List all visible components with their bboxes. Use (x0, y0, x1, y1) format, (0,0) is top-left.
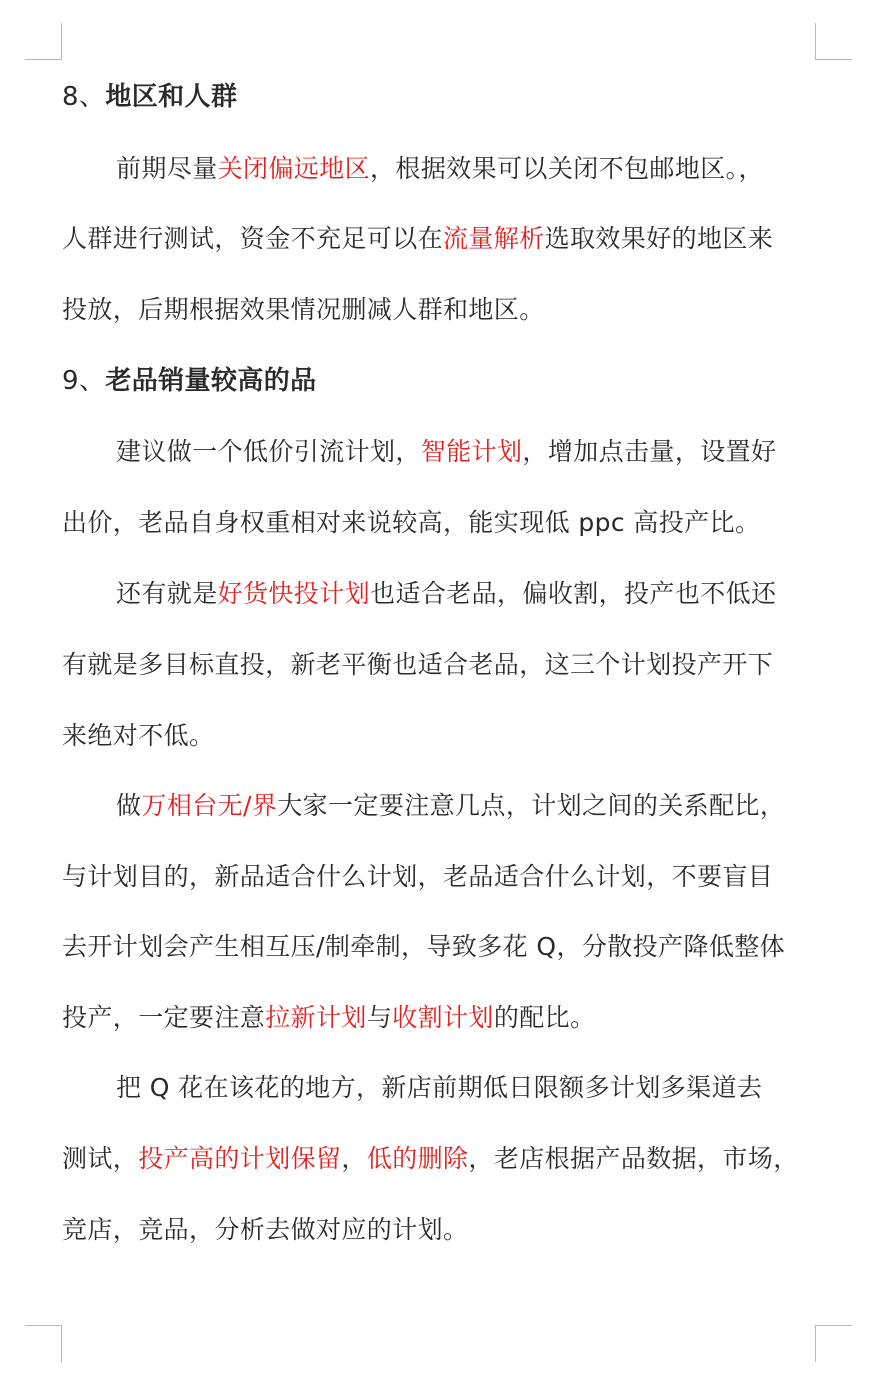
section-9-title: 老品销量较高的品 (105, 366, 317, 396)
text-run: 还有就是 (116, 579, 218, 608)
section-9-heading (62, 364, 317, 398)
text-run: 竞店，竞品，分析去做对应的计划。 (62, 1215, 469, 1244)
paragraph-line (62, 719, 214, 753)
text-run: 有就是多目标直投，新老平衡也适合老品，这三个计划投产开下 (62, 650, 774, 679)
highlighted-text: 投产高的计划保留 (138, 1144, 342, 1173)
section-8-heading (62, 80, 237, 114)
section-8-number: 8、 (62, 82, 106, 112)
text-run: 出价，老品自身权重相对来说较高，能实现低 ppc 高投产比。 (62, 508, 761, 537)
section-8-title: 地区和人群 (105, 82, 238, 112)
text-run: ， (341, 1144, 367, 1173)
text-run: 前期尽量 (116, 154, 218, 183)
highlighted-text: 好货快投计划 (217, 579, 371, 608)
paragraph-line (62, 1142, 799, 1176)
highlighted-text: 低的删除 (366, 1144, 469, 1173)
section-9-number: 9、 (62, 366, 106, 396)
highlighted-text: 万相台无/界 (141, 791, 278, 820)
paragraph-line (62, 860, 773, 894)
paragraph-line (62, 1001, 595, 1035)
highlighted-text: 智能计划 (420, 437, 523, 466)
highlighted-text: 流量解析 (443, 224, 545, 253)
text-run: ，增加点击量，设置好 (522, 437, 777, 466)
corner-mark-bottom-right (815, 1325, 852, 1362)
paragraph-line (62, 930, 785, 964)
highlighted-text: 拉新计划 (265, 1003, 367, 1032)
text-run: 把 Q 花在该花的地方，新店前期低日限额多计划多渠道去 (116, 1073, 763, 1102)
paragraph-line (116, 1071, 762, 1105)
text-run: ，根据效果可以关闭不包邮地区。， (370, 154, 764, 183)
corner-mark-top-right (815, 23, 852, 60)
text-run: 与计划目的，新品适合什么计划，老品适合什么计划，不要盲目 (62, 862, 774, 891)
text-run: 去开计划会产生相互压/制牵制，导致多花 Q，分散投产降低整体 (62, 932, 786, 961)
paragraph-line (62, 648, 773, 682)
highlighted-text: 关闭偏远地区 (217, 154, 371, 183)
corner-mark-top-left (25, 23, 62, 60)
text-run: 选取效果好的地区来 (544, 224, 774, 253)
paragraph-line (62, 1213, 468, 1247)
text-run: 投放，后期根据效果情况删减人群和地区。 (62, 295, 545, 324)
text-run: 人群进行测试，资金不充足可以在 (62, 224, 444, 253)
text-run: 做 (116, 791, 142, 820)
corner-mark-bottom-left (25, 1325, 62, 1362)
text-run: 测试， (62, 1144, 139, 1173)
paragraph-line (62, 293, 545, 327)
paragraph-line (116, 789, 785, 823)
text-run: 的配比。 (493, 1003, 596, 1032)
text-run: 来绝对不低。 (62, 721, 215, 750)
text-run: 大家一定要注意几点，计划之间的关系配比， (277, 791, 786, 820)
highlighted-text: 收割计划 (392, 1003, 494, 1032)
paragraph-line (116, 577, 776, 611)
text-run: 投产，一定要注意 (62, 1003, 266, 1032)
text-run: ，老店根据产品数据，市场， (468, 1144, 799, 1173)
paragraph-line (62, 506, 760, 540)
text-run: 建议做一个低价引流计划， (116, 437, 421, 466)
text-run: 与 (366, 1003, 393, 1032)
paragraph-line (62, 222, 773, 256)
paragraph-line (116, 152, 764, 186)
text-run: 也适合老品，偏收割，投产也不低还 (370, 579, 777, 608)
paragraph-line (116, 435, 776, 469)
